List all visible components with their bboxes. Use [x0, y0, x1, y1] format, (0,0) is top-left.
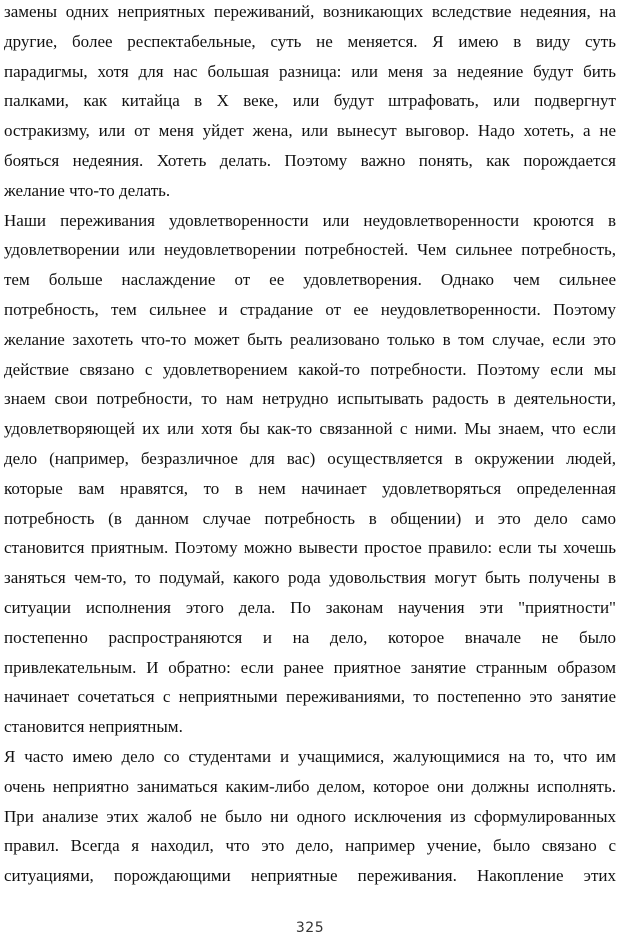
body-text	[4, 0, 616, 891]
text-line: тем больше наслаждение от ее удовлетворения. Однако чем сильнее	[4, 270, 616, 290]
text-line: ситуациями, порождающими неприятные переживания. Накопление этих	[4, 866, 616, 886]
text-line: ситуации исполнения этого дела. По законам научения эти "приятности"	[4, 597, 616, 617]
text-line: заняться чем-то, то подумай, какого рода удовольствия могут быть получены в	[4, 568, 616, 588]
text-line: остракизму, или от меня уйдет жена, или вынесут выговор. Надо хотеть, а не	[4, 121, 616, 141]
text-line: привлекательным. И обратно: если ранее приятное занятие странным образом	[4, 657, 616, 677]
text-line: палками, как китайца в X веке, или будут штрафовать, или подвергнут	[4, 91, 616, 111]
text-line: парадигмы, хотя для нас большая разница: или меня за недеяние будут бить	[4, 61, 616, 81]
text-line: знаем свои потребности, то нам нетрудно испытывать радость в деятельности,	[4, 389, 616, 409]
text-line: Наши переживания удовлетворенности или неудовлетворенности кроются в	[4, 210, 616, 230]
text-line: замены одних неприятных переживаний, возникающих вследствие недеяния, на	[4, 2, 616, 21]
text-line: желание захотеть что-то может быть реализовано только в том случае, если это	[4, 329, 616, 349]
text-line: удовлетворяющей их или хотя бы как-то связанной с ними. Мы знаем, что если	[4, 419, 616, 439]
text-line: правил. Всегда я находил, что это дело, например учение, было связано с	[4, 836, 616, 856]
text-line: становится приятным. Поэтому можно вывести простое правило: если ты хочешь	[4, 538, 616, 558]
page-number: 325	[295, 920, 325, 936]
text-line: становится неприятным.	[4, 717, 183, 737]
paragraph-2	[4, 206, 616, 742]
text-line: дело (например, безразличное для вас) осуществляется в окружении людей,	[4, 448, 616, 468]
text-line: потребность, тем сильнее и страдание от ее неудовлетворенности. Поэтому	[4, 299, 616, 319]
text-line: постепенно распространяются и на дело, которое вначале не было	[4, 627, 616, 647]
text-line: бояться недеяния. Хотеть делать. Поэтому важно понять, как порождается	[4, 150, 616, 170]
text-line: При анализе этих жалоб не было ни одного исключения из сформулированных	[4, 806, 616, 826]
text-line: начинает сочетаться с неприятными переживаниями, то постепенно это занятие	[4, 687, 616, 707]
text-line: желание что-то делать.	[4, 180, 171, 200]
paragraph-1	[4, 0, 616, 206]
text-line: Я часто имею дело со студентами и учащимися, жалующимися на то, что им	[4, 746, 616, 766]
text-line: очень неприятно заниматься каким-либо делом, которое они должны исполнять.	[4, 776, 616, 796]
text-line: потребность (в данном случае потребность в общении) и это дело само	[4, 508, 616, 528]
text-line: действие связано с удовлетворением какой-то потребности. Поэтому если мы	[4, 359, 616, 379]
text-line: удовлетворении или неудовлетворении потребностей. Чем сильнее потребность,	[4, 240, 616, 260]
text-line: которые вам нравятся, то в нем начинает удовлетворяться определенная	[4, 478, 616, 498]
paragraph-3	[4, 742, 616, 891]
text-line: другие, более респектабельные, суть не меняется. Я имею в виду суть	[4, 31, 616, 51]
